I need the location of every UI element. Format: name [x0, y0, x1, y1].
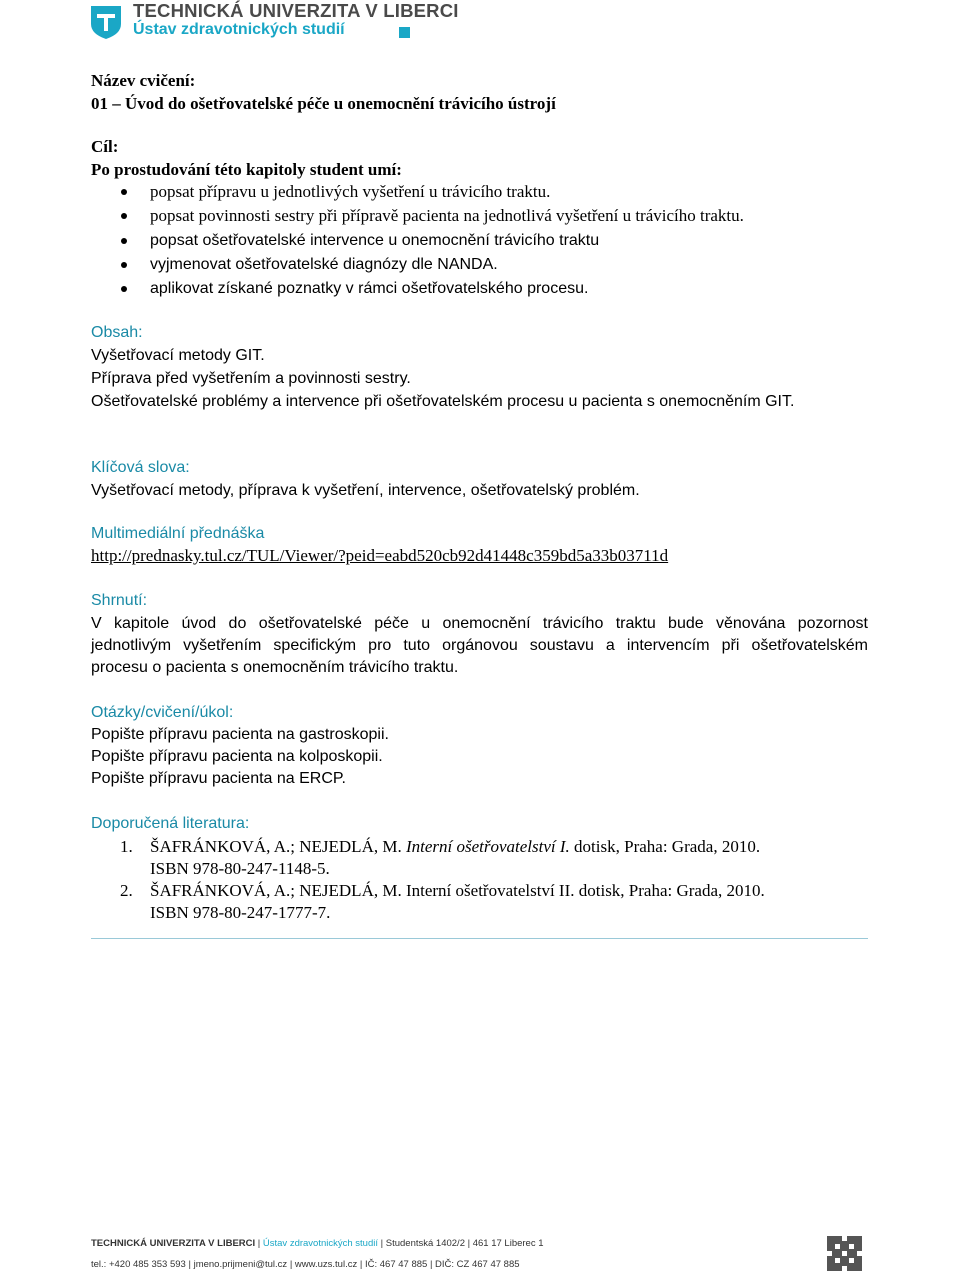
reference-title: Interní ošetřovatelství II. — [405, 881, 575, 900]
goal-label: Cíl: — [91, 137, 119, 156]
footer-ic: IČ: 467 47 885 — [364, 1259, 428, 1270]
footer-dic: DIČ: CZ 467 47 885 — [435, 1259, 520, 1270]
bullet-icon — [121, 286, 127, 292]
question-item: Popište přípravu pacienta na gastroskopii. — [91, 726, 389, 743]
content-line: Vyšetřovací metody GIT. — [91, 347, 265, 364]
footer-contacts: tel.: +420 485 353 593 | jmeno.prijmeni@tul.cz | www.uzs.tul.cz | IČ: 467 47 885 | DIČ: CZ 467 47 885 — [91, 1259, 520, 1270]
goal-item: popsat přípravu u jednotlivých vyšetření u trávicího traktu. — [150, 182, 551, 201]
multimedia-link[interactable] — [91, 545, 668, 567]
goal-intro: Po prostudování této kapitoly student umí: — [91, 160, 402, 179]
university-logo-icon — [89, 4, 123, 40]
footer-pattern-logo-icon — [827, 1236, 862, 1271]
reference-number: 2. — [120, 881, 133, 900]
footer-city: 461 17 Liberec 1 — [472, 1238, 544, 1249]
bullet-icon — [121, 213, 127, 219]
reference-publisher: dotisk, Praha: Grada, 2010. — [574, 837, 761, 856]
questions-label: Otázky/cvičení/úkol: — [91, 704, 234, 721]
reference-authors: ŠAFRÁNKOVÁ, A.; NEJEDLÁ, M. — [150, 837, 402, 856]
footer-faculty: Ústav zdravotnických studií — [262, 1238, 378, 1249]
goal-item: vyjmenovat ošetřovatelské diagnózy dle NANDA. — [150, 256, 498, 273]
faculty-name: Ústav zdravotnických studií — [133, 21, 345, 38]
reference-number: 1. — [120, 837, 133, 856]
reference-authors: ŠAFRÁNKOVÁ, A.; NEJEDLÁ, M. — [150, 881, 402, 900]
goal-item: popsat ošetřovatelské intervence u onemocnění trávicího traktu — [150, 232, 600, 249]
faculty-square-icon — [399, 27, 410, 38]
reference-title: Interní ošetřovatelství I. — [405, 837, 570, 856]
reference-line — [150, 836, 760, 858]
keywords-label: Klíčová slova: — [91, 459, 190, 476]
exercise-title: 01 – Úvod do ošetřovatelské péče u onemocnění trávicího ústrojí — [91, 94, 556, 113]
keywords-text: Vyšetřovací metody, příprava k vyšetření, intervence, ošetřovatelský problém. — [91, 482, 640, 499]
footer-address: TECHNICKÁ UNIVERZITA V LIBERCI | Ústav zdravotnických studií | Studentská 1402/2 | 461 17 Liberec 1 — [91, 1238, 544, 1249]
footer-email[interactable]: jmeno.prijmeni@tul.cz — [193, 1259, 288, 1270]
summary-line: procesu o pacienta s onemocněním trávicího traktu. — [91, 659, 459, 676]
literature-label: Doporučená literatura: — [91, 815, 250, 832]
reference-isbn: ISBN 978-80-247-1148-5. — [150, 859, 330, 878]
reference-line — [150, 880, 765, 902]
summary-line: V kapitole úvod do ošetřovatelské péče u onemocnění trávicího traktu bude věnována pozornost — [91, 615, 868, 632]
university-name: TECHNICKÁ UNIVERZITA V LIBERCI — [133, 0, 459, 21]
footer-phone: tel.: +420 485 353 593 — [91, 1259, 186, 1270]
summary-label: Shrnutí: — [91, 592, 148, 609]
goal-item: popsat povinnosti sestry při přípravě pacienta na jednotlivá vyšetření u trávicího traktu. — [150, 206, 744, 225]
footer-street: Studentská 1402/2 — [385, 1238, 465, 1249]
footer-web[interactable]: www.uzs.tul.cz — [294, 1259, 358, 1270]
bullet-icon — [121, 262, 127, 268]
section-divider — [91, 938, 868, 939]
reference-isbn: ISBN 978-80-247-1777-7. — [150, 903, 331, 922]
goal-item: aplikovat získané poznatky v rámci ošetřovatelského procesu. — [150, 280, 589, 297]
multimedia-label: Multimediální přednáška — [91, 525, 265, 542]
question-item: Popište přípravu pacienta na ERCP. — [91, 770, 346, 787]
lecture-url-link[interactable]: http://prednasky.tul.cz/TUL/Viewer/?peid=eabd520cb92d41448c359bd5a33b03711d — [91, 546, 669, 565]
content-line: Příprava před vyšetřením a povinnosti sestry. — [91, 370, 411, 387]
reference-publisher: dotisk, Praha: Grada, 2010. — [578, 881, 765, 900]
content-line: Ošetřovatelské problémy a intervence při ošetřovatelském procesu u pacienta s onemocněním GIT. — [91, 393, 795, 410]
exercise-label: Název cvičení: — [91, 71, 196, 90]
footer-university: TECHNICKÁ UNIVERZITA V LIBERCI — [91, 1238, 256, 1249]
content-label: Obsah: — [91, 324, 143, 341]
bullet-icon — [121, 238, 127, 244]
summary-line: jednotlivým vyšetřením specifickým pro tuto orgánovou soustavu a intervencím při ošetřovatelském — [91, 637, 868, 654]
bullet-icon — [121, 189, 127, 195]
question-item: Popište přípravu pacienta na kolposkopii. — [91, 748, 383, 765]
